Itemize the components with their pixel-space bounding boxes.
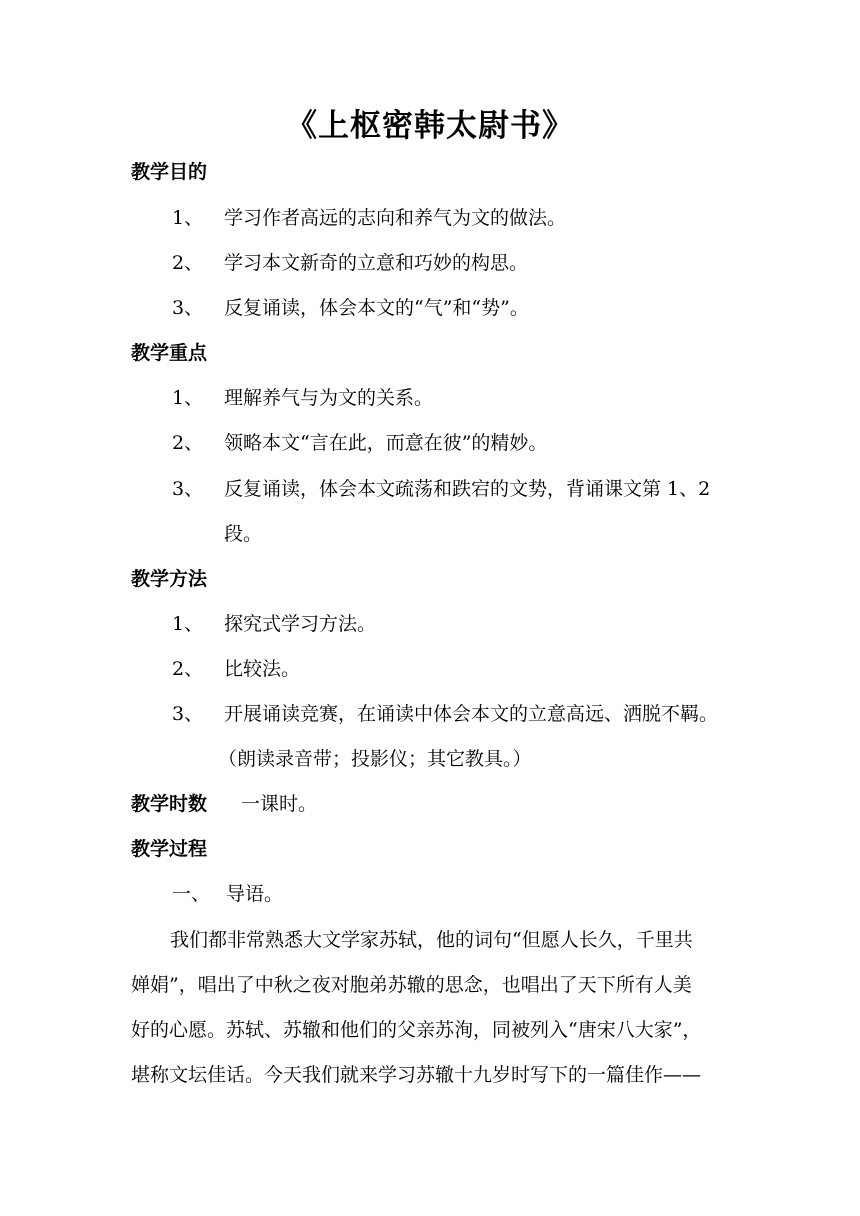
step-text: 导语。 bbox=[226, 883, 284, 905]
list-item: 比较法。 bbox=[224, 658, 301, 680]
step-number: 一、 bbox=[172, 883, 211, 905]
section-heading-methods: 教学方法 bbox=[131, 568, 208, 590]
paragraph-line: 婵娟”，唱出了中秋之夜对胞弟苏辙的思念，也唱出了天下所有人美 bbox=[131, 974, 692, 996]
list-item: 反复诵读，体会本文的“气”和“势”。 bbox=[224, 297, 529, 319]
list-number: 2、 bbox=[172, 658, 204, 680]
list-item: 学习本文新奇的立意和巧妙的构思。 bbox=[224, 252, 529, 274]
list-item: 领略本文“言在此，而意在彼”的精妙。 bbox=[224, 432, 548, 454]
paragraph-line: 好的心愿。苏轼、苏辙和他们的父亲苏洵，同被列入“唐宋八大家”， bbox=[131, 1019, 702, 1041]
section-heading-hours: 教学时数 bbox=[131, 793, 208, 815]
list-number: 3、 bbox=[172, 297, 204, 319]
list-number: 2、 bbox=[172, 432, 204, 454]
list-item: 开展诵读竞赛，在诵读中体会本文的立意高远、洒脱不羁。 bbox=[224, 703, 719, 725]
hours-value: 一课时。 bbox=[241, 793, 318, 815]
paragraph-line: 我们都非常熟悉大文学家苏轼，他的词句“但愿人长久，千里共 bbox=[170, 929, 693, 951]
list-number: 3、 bbox=[172, 703, 204, 725]
section-heading-objectives: 教学目的 bbox=[131, 161, 208, 183]
list-number: 1、 bbox=[172, 387, 204, 409]
list-item: 理解养气与为文的关系。 bbox=[224, 387, 434, 409]
list-item: 反复诵读，体会本文疏荡和跌宕的文势，背诵课文第 1、2 bbox=[224, 478, 711, 500]
paragraph-line: 堪称文坛佳话。今天我们就来学习苏辙十九岁时写下的一篇佳作—— bbox=[131, 1064, 702, 1086]
section-heading-process: 教学过程 bbox=[131, 838, 208, 860]
list-number: 2、 bbox=[172, 252, 204, 274]
list-item: 学习作者高远的志向和养气为文的做法。 bbox=[224, 207, 567, 229]
section-heading-key-points: 教学重点 bbox=[131, 342, 208, 364]
list-number: 1、 bbox=[172, 207, 204, 229]
list-number: 3、 bbox=[172, 478, 204, 500]
list-number: 1、 bbox=[172, 613, 204, 635]
list-item: 探究式学习方法。 bbox=[224, 613, 377, 635]
document-title: 《上枢密韩太尉书》 bbox=[286, 108, 574, 144]
list-item-continuation: 段。 bbox=[224, 523, 263, 545]
list-item-continuation: （朗读录音带；投影仪；其它教具。） bbox=[218, 748, 532, 770]
